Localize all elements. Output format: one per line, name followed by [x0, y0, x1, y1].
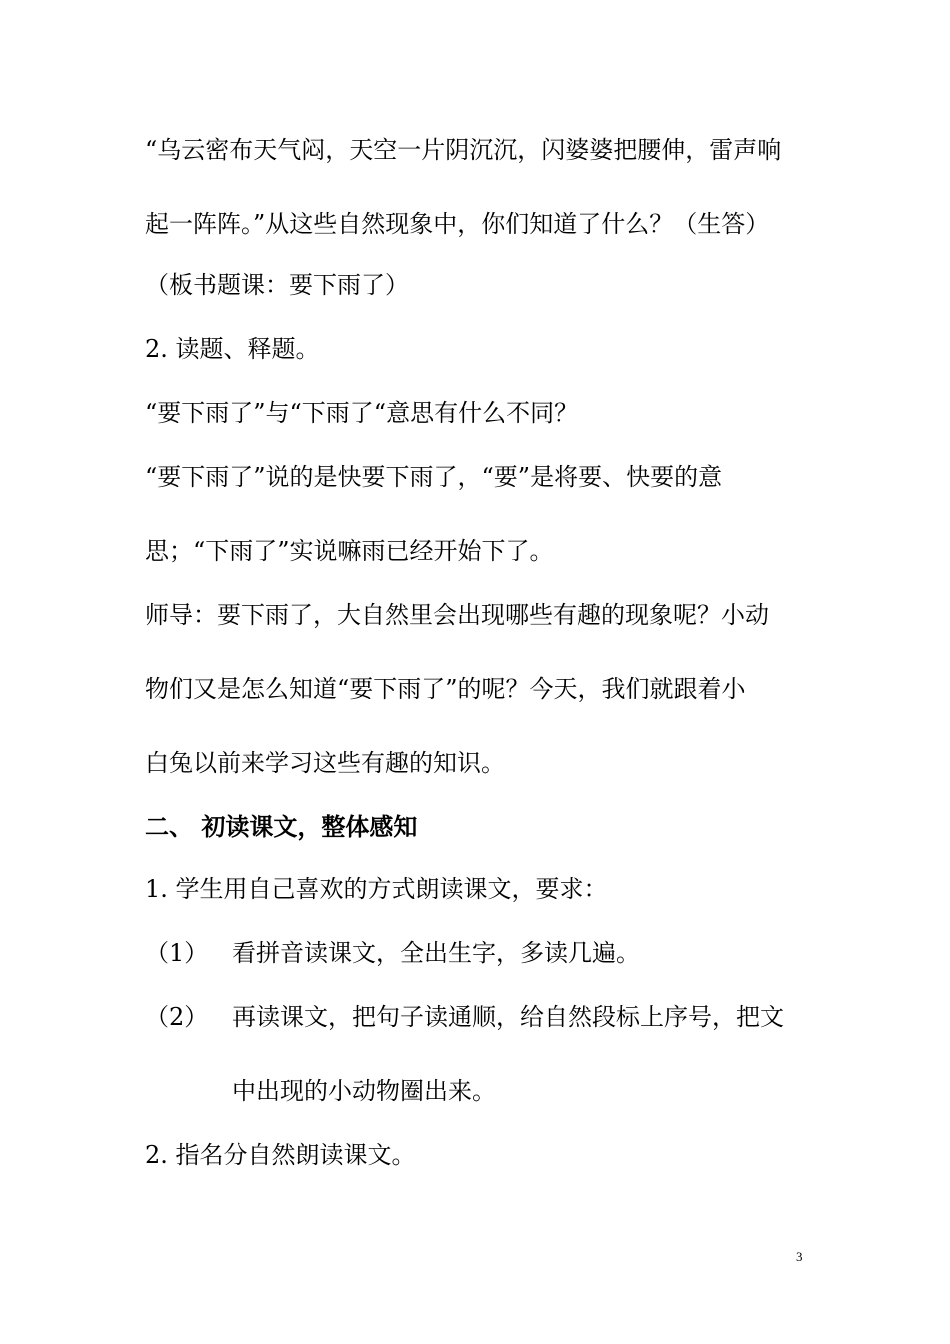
paragraph-line: 物们又是怎么知道“要下雨了”的呢？今天，我们就跟着小 — [145, 675, 746, 703]
paragraph-line: 2. 读题、释题。 — [145, 335, 320, 363]
list-item-number: （2） — [145, 1003, 209, 1031]
section-heading: 二、 初读课文，整体感知 — [145, 812, 418, 841]
paragraph-line: 师导：要下雨了，大自然里会出现哪些有趣的现象呢？小动 — [145, 601, 769, 629]
paragraph-line: 思；“下雨了”实说嘛雨已经开始下了。 — [145, 537, 554, 565]
paragraph-line: 1. 学生用自己喜欢的方式朗读课文，要求： — [145, 875, 608, 903]
paragraph-line: 白兔以前来学习这些有趣的知识。 — [145, 749, 505, 777]
paragraph-line: “要下雨了”与“下雨了“意思有什么不同？ — [145, 399, 579, 427]
list-item-text: 再读课文，把句子读通顺，给自然段标上序号，把文 — [232, 1003, 784, 1031]
paragraph-line: “乌云密布天气闷，天空一片阴沉沉，闪婆婆把腰伸，雷声响 — [145, 136, 782, 164]
paragraph-line: “要下雨了”说的是快要下雨了，“要”是将要、快要的意 — [145, 463, 723, 491]
paragraph-line: （板书题课：要下雨了） — [145, 271, 409, 299]
paragraph-line: 2. 指名分自然朗读课文。 — [145, 1141, 416, 1169]
list-item-text: 看拼音读课文，全出生字，多读几遍。 — [232, 939, 640, 967]
list-item-number: （1） — [145, 939, 209, 967]
list-item-text: 中出现的小动物圈出来。 — [232, 1077, 496, 1105]
page-number: 3 — [796, 1249, 803, 1264]
paragraph-line: 起一阵阵。”从这些自然现象中，你们知道了什么？（生答） — [145, 210, 770, 238]
